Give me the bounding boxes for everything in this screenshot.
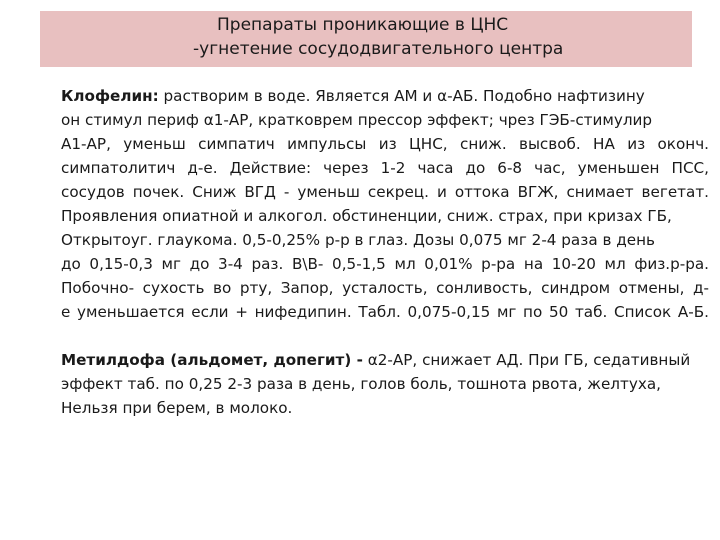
clofelin-line-8: до 0,15-0,3 мг до 3-4 раз. В\В- 0,5-1,5 мл 0,01% р-ра на 10-20 мл физ.р-ра. [61, 255, 709, 273]
methyldopa-line-3: Нельзя при берем, в молоко. [61, 399, 293, 417]
clofelin-line-10: е уменьшается если + нифедипин. Табл. 0,075-0,15 мг по 50 таб. Список А-Б. [61, 303, 709, 321]
clofelin-line-5: сосудов почек. Сниж ВГД - уменьш секрец. и оттока ВГЖ, снимает вегетат. [61, 183, 709, 201]
clofelin-line-4: симпатолитич д-е. Действие: через 1-2 часа до 6-8 час, уменьшен ПСС, [61, 159, 709, 177]
clofelin-line-2: он стимул периф α1-АР, кратковрем прессор эффект; чрез ГЭБ-стимулир [61, 111, 653, 129]
clofelin-line-1: Клофелин: растворим в воде. Является АМ и α-АБ. Подобно нафтизину [61, 87, 645, 105]
title-line-1: Препараты проникающие в ЦНС [217, 15, 509, 35]
clofelin-line-6: Проявления опиатной и алкогол. обстиненции, сниж. страх, при кризах ГБ, [61, 207, 672, 225]
clofelin-heading: Клофелин: [61, 87, 159, 105]
title-line-2: -угнетение сосудодвигательного центра [193, 39, 564, 59]
clofelin-line-7: Открытоуг. глаукома. 0,5-0,25% р-р в глаз. Дозы 0,075 мг 2-4 раза в день [61, 231, 655, 249]
methyldopa-line-2: эффект таб. по 0,25 2-3 раза в день, голов боль, тошнота рвота, желтуха, [61, 375, 661, 393]
title-banner [40, 11, 692, 67]
methyldopa-heading: Метилдофа (альдомет, допегит) - [61, 351, 363, 369]
clofelin-line-3: А1-АР, уменьш симпатич импульсы из ЦНС, сниж. высвоб. НА из оконч. [61, 135, 709, 153]
clofelin-line-9: Побочно- сухость во рту, Запор, усталость, сонливость, синдром отмены, д- [61, 279, 709, 297]
methyldopa-line-1: Метилдофа (альдомет, допегит) - α2-АР, снижает АД. При ГБ, седативный [61, 351, 691, 369]
